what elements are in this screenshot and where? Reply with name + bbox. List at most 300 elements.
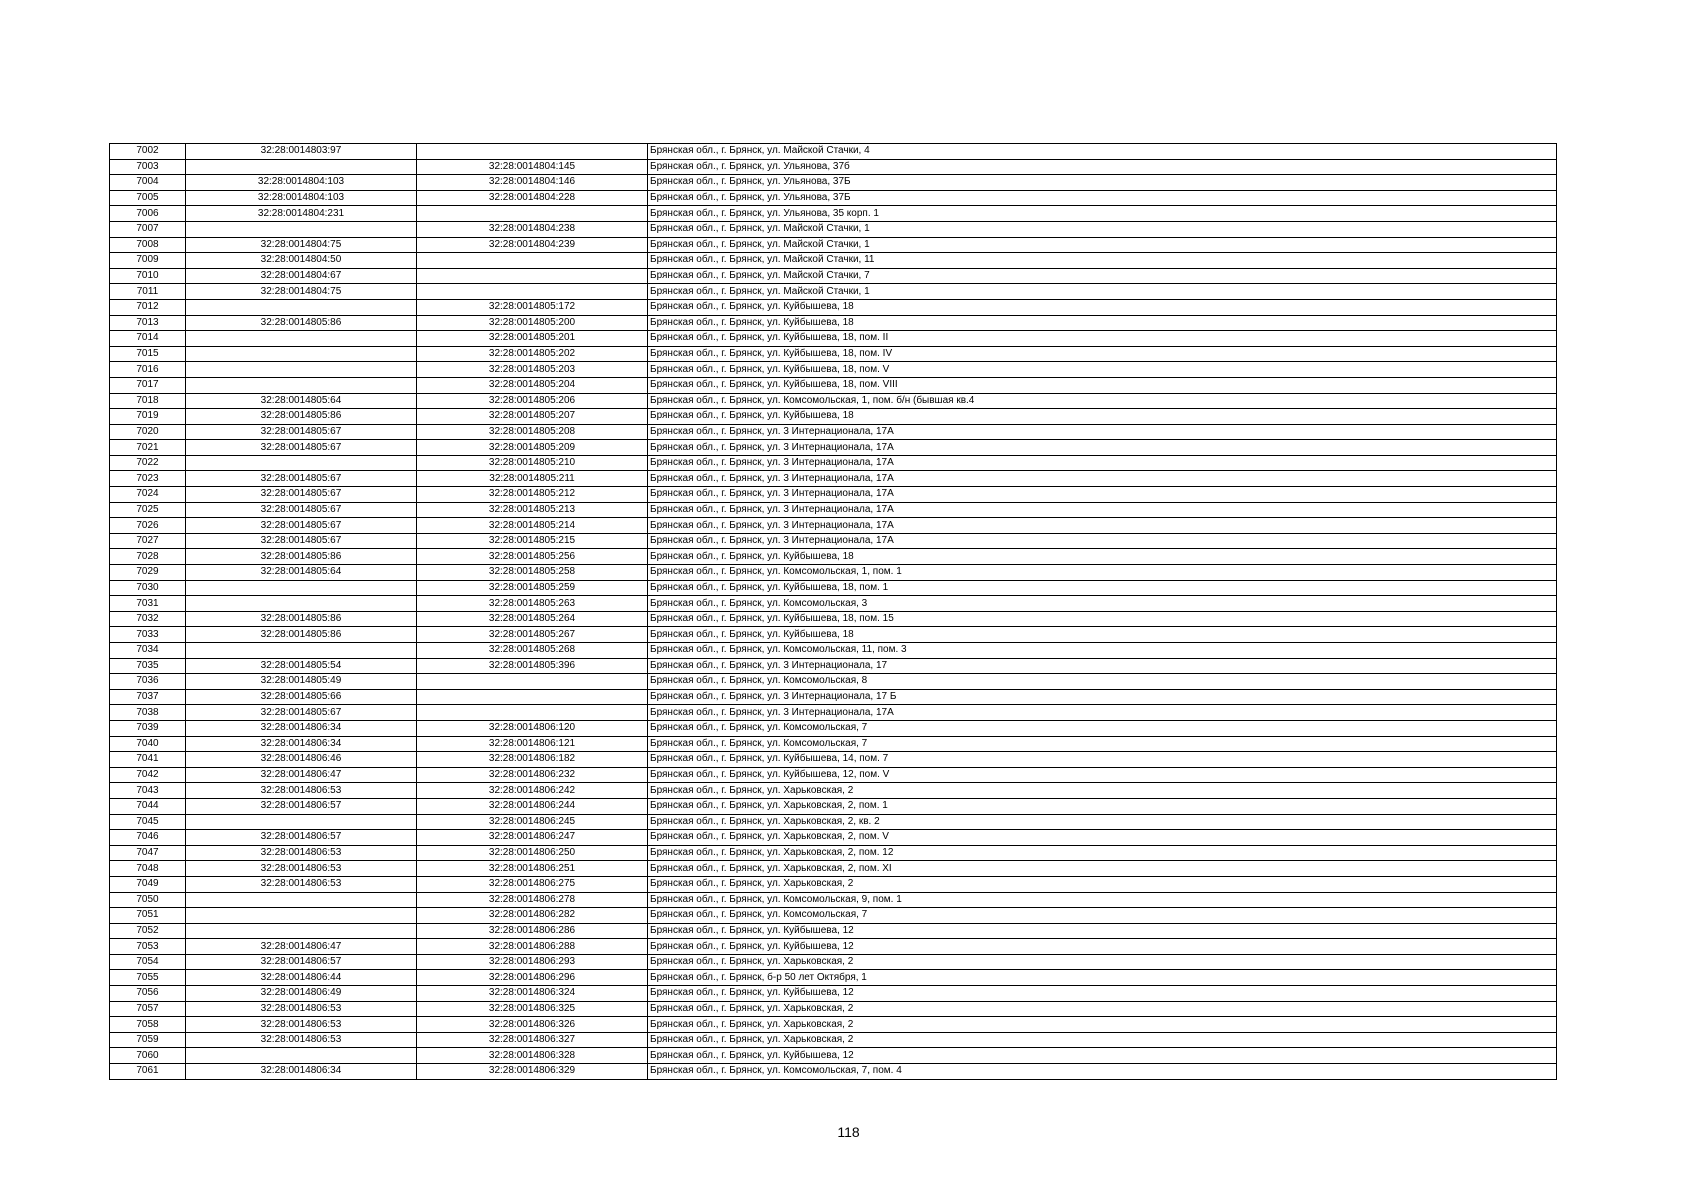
- table-row: [110, 908, 1557, 924]
- address-cell: Брянская обл., г. Брянск, ул. Комсомольская, 7: [648, 736, 1557, 752]
- land-cadastral-number-cell: [186, 1048, 417, 1064]
- register-table-body: [110, 144, 1557, 1080]
- table-row: [110, 596, 1557, 612]
- land-cadastral-number-cell: 32:28:0014805:64: [186, 565, 417, 581]
- table-row: [110, 643, 1557, 659]
- cadastral-register-table: [109, 143, 1557, 1080]
- address-cell: Брянская обл., г. Брянск, ул. Куйбышева, 18, пом. IV: [648, 346, 1557, 362]
- building-cadastral-number-cell: 32:28:0014806:244: [417, 798, 648, 814]
- building-cadastral-number-cell: 32:28:0014806:251: [417, 861, 648, 877]
- row-number-cell: 7047: [110, 845, 186, 861]
- table-row: [110, 362, 1557, 378]
- address-cell: Брянская обл., г. Брянск, ул. Харьковская, 2, пом. XI: [648, 861, 1557, 877]
- address-cell: Брянская обл., г. Брянск, ул. Комсомольская, 7: [648, 720, 1557, 736]
- land-cadastral-number-cell: 32:28:0014804:103: [186, 175, 417, 191]
- table-row: [110, 487, 1557, 503]
- table-row: [110, 970, 1557, 986]
- row-number-cell: 7030: [110, 580, 186, 596]
- row-number-cell: 7055: [110, 970, 186, 986]
- row-number-cell: 7034: [110, 643, 186, 659]
- land-cadastral-number-cell: 32:28:0014806:46: [186, 752, 417, 768]
- row-number-cell: 7031: [110, 596, 186, 612]
- building-cadastral-number-cell: 32:28:0014805:258: [417, 565, 648, 581]
- building-cadastral-number-cell: 32:28:0014805:264: [417, 611, 648, 627]
- table-row: [110, 783, 1557, 799]
- row-number-cell: 7015: [110, 346, 186, 362]
- table-row: [110, 611, 1557, 627]
- table-row: [110, 876, 1557, 892]
- building-cadastral-number-cell: [417, 284, 648, 300]
- row-number-cell: 7054: [110, 954, 186, 970]
- building-cadastral-number-cell: 32:28:0014806:328: [417, 1048, 648, 1064]
- land-cadastral-number-cell: 32:28:0014806:53: [186, 1001, 417, 1017]
- table-row: [110, 206, 1557, 222]
- address-cell: Брянская обл., г. Брянск, ул. Ульянова, 35 корп. 1: [648, 206, 1557, 222]
- row-number-cell: 7017: [110, 377, 186, 393]
- building-cadastral-number-cell: 32:28:0014806:296: [417, 970, 648, 986]
- land-cadastral-number-cell: 32:28:0014804:50: [186, 253, 417, 269]
- address-cell: Брянская обл., г. Брянск, ул. Куйбышева, 14, пом. 7: [648, 752, 1557, 768]
- row-number-cell: 7032: [110, 611, 186, 627]
- address-cell: Брянская обл., г. Брянск, ул. Комсомольская, 1, пом. б/н (бывшая кв.4: [648, 393, 1557, 409]
- building-cadastral-number-cell: 32:28:0014805:207: [417, 409, 648, 425]
- table-row: [110, 861, 1557, 877]
- table-row: [110, 440, 1557, 456]
- land-cadastral-number-cell: 32:28:0014804:75: [186, 284, 417, 300]
- address-cell: Брянская обл., г. Брянск, ул. Куйбышева, 12: [648, 923, 1557, 939]
- row-number-cell: 7025: [110, 502, 186, 518]
- land-cadastral-number-cell: 32:28:0014805:67: [186, 502, 417, 518]
- table-row: [110, 767, 1557, 783]
- row-number-cell: 7045: [110, 814, 186, 830]
- row-number-cell: 7048: [110, 861, 186, 877]
- land-cadastral-number-cell: 32:28:0014804:231: [186, 206, 417, 222]
- row-number-cell: 7028: [110, 549, 186, 565]
- land-cadastral-number-cell: 32:28:0014805:86: [186, 627, 417, 643]
- land-cadastral-number-cell: 32:28:0014805:67: [186, 440, 417, 456]
- building-cadastral-number-cell: 32:28:0014804:228: [417, 190, 648, 206]
- building-cadastral-number-cell: 32:28:0014805:204: [417, 377, 648, 393]
- table-row: [110, 580, 1557, 596]
- land-cadastral-number-cell: [186, 299, 417, 315]
- address-cell: Брянская обл., г. Брянск, ул. 3 Интернационала, 17 Б: [648, 689, 1557, 705]
- building-cadastral-number-cell: 32:28:0014805:202: [417, 346, 648, 362]
- address-cell: Брянская обл., г. Брянск, ул. Куйбышева, 18: [648, 409, 1557, 425]
- row-number-cell: 7044: [110, 798, 186, 814]
- building-cadastral-number-cell: 32:28:0014806:326: [417, 1017, 648, 1033]
- table-row: [110, 845, 1557, 861]
- land-cadastral-number-cell: 32:28:0014805:64: [186, 393, 417, 409]
- row-number-cell: 7019: [110, 409, 186, 425]
- building-cadastral-number-cell: 32:28:0014806:182: [417, 752, 648, 768]
- land-cadastral-number-cell: 32:28:0014805:86: [186, 611, 417, 627]
- building-cadastral-number-cell: 32:28:0014806:282: [417, 908, 648, 924]
- row-number-cell: 7009: [110, 253, 186, 269]
- building-cadastral-number-cell: 32:28:0014806:288: [417, 939, 648, 955]
- land-cadastral-number-cell: 32:28:0014804:103: [186, 190, 417, 206]
- land-cadastral-number-cell: 32:28:0014805:67: [186, 533, 417, 549]
- address-cell: Брянская обл., г. Брянск, ул. Куйбышева, 18, пом. V: [648, 362, 1557, 378]
- land-cadastral-number-cell: 32:28:0014805:49: [186, 674, 417, 690]
- building-cadastral-number-cell: 32:28:0014805:203: [417, 362, 648, 378]
- row-number-cell: 7058: [110, 1017, 186, 1033]
- land-cadastral-number-cell: 32:28:0014806:53: [186, 861, 417, 877]
- address-cell: Брянская обл., г. Брянск, ул. Майской Стачки, 11: [648, 253, 1557, 269]
- building-cadastral-number-cell: 32:28:0014805:172: [417, 299, 648, 315]
- building-cadastral-number-cell: 32:28:0014805:259: [417, 580, 648, 596]
- land-cadastral-number-cell: [186, 596, 417, 612]
- address-cell: Брянская обл., г. Брянск, ул. Харьковская, 2: [648, 876, 1557, 892]
- land-cadastral-number-cell: 32:28:0014806:34: [186, 1064, 417, 1080]
- address-cell: Брянская обл., г. Брянск, ул. Ульянова, 37Б: [648, 190, 1557, 206]
- row-number-cell: 7039: [110, 720, 186, 736]
- building-cadastral-number-cell: 32:28:0014805:212: [417, 487, 648, 503]
- address-cell: Брянская обл., г. Брянск, ул. 3 Интернационала, 17А: [648, 440, 1557, 456]
- land-cadastral-number-cell: [186, 331, 417, 347]
- table-row: [110, 705, 1557, 721]
- table-row: [110, 674, 1557, 690]
- row-number-cell: 7050: [110, 892, 186, 908]
- row-number-cell: 7053: [110, 939, 186, 955]
- building-cadastral-number-cell: 32:28:0014805:213: [417, 502, 648, 518]
- building-cadastral-number-cell: 32:28:0014805:200: [417, 315, 648, 331]
- building-cadastral-number-cell: [417, 206, 648, 222]
- building-cadastral-number-cell: 32:28:0014806:250: [417, 845, 648, 861]
- land-cadastral-number-cell: [186, 923, 417, 939]
- table-row: [110, 736, 1557, 752]
- address-cell: Брянская обл., г. Брянск, ул. 3 Интернационала, 17: [648, 658, 1557, 674]
- land-cadastral-number-cell: [186, 814, 417, 830]
- table-row: [110, 221, 1557, 237]
- land-cadastral-number-cell: 32:28:0014805:67: [186, 424, 417, 440]
- building-cadastral-number-cell: 32:28:0014805:210: [417, 455, 648, 471]
- building-cadastral-number-cell: 32:28:0014804:146: [417, 175, 648, 191]
- building-cadastral-number-cell: 32:28:0014805:263: [417, 596, 648, 612]
- land-cadastral-number-cell: 32:28:0014805:67: [186, 487, 417, 503]
- land-cadastral-number-cell: 32:28:0014805:67: [186, 705, 417, 721]
- address-cell: Брянская обл., г. Брянск, ул. Харьковская, 2, пом. 1: [648, 798, 1557, 814]
- building-cadastral-number-cell: 32:28:0014805:209: [417, 440, 648, 456]
- address-cell: Брянская обл., г. Брянск, б-р 50 лет Октября, 1: [648, 970, 1557, 986]
- row-number-cell: 7043: [110, 783, 186, 799]
- table-row: [110, 954, 1557, 970]
- land-cadastral-number-cell: 32:28:0014806:34: [186, 720, 417, 736]
- building-cadastral-number-cell: 32:28:0014805:215: [417, 533, 648, 549]
- row-number-cell: 7035: [110, 658, 186, 674]
- land-cadastral-number-cell: 32:28:0014806:53: [186, 783, 417, 799]
- row-number-cell: 7026: [110, 518, 186, 534]
- table-row: [110, 549, 1557, 565]
- address-cell: Брянская обл., г. Брянск, ул. Майской Стачки, 7: [648, 268, 1557, 284]
- building-cadastral-number-cell: 32:28:0014805:214: [417, 518, 648, 534]
- row-number-cell: 7021: [110, 440, 186, 456]
- building-cadastral-number-cell: 32:28:0014806:325: [417, 1001, 648, 1017]
- row-number-cell: 7056: [110, 986, 186, 1002]
- table-row: [110, 424, 1557, 440]
- address-cell: Брянская обл., г. Брянск, ул. Харьковская, 2: [648, 1001, 1557, 1017]
- row-number-cell: 7018: [110, 393, 186, 409]
- building-cadastral-number-cell: 32:28:0014805:206: [417, 393, 648, 409]
- building-cadastral-number-cell: 32:28:0014806:275: [417, 876, 648, 892]
- row-number-cell: 7023: [110, 471, 186, 487]
- address-cell: Брянская обл., г. Брянск, ул. Куйбышева, 18: [648, 299, 1557, 315]
- land-cadastral-number-cell: [186, 159, 417, 175]
- row-number-cell: 7027: [110, 533, 186, 549]
- row-number-cell: 7046: [110, 830, 186, 846]
- row-number-cell: 7011: [110, 284, 186, 300]
- land-cadastral-number-cell: [186, 377, 417, 393]
- address-cell: Брянская обл., г. Брянск, ул. Куйбышева, 18, пом. VIII: [648, 377, 1557, 393]
- address-cell: Брянская обл., г. Брянск, ул. Куйбышева, 12: [648, 1048, 1557, 1064]
- address-cell: Брянская обл., г. Брянск, ул. Комсомольская, 7: [648, 908, 1557, 924]
- land-cadastral-number-cell: 32:28:0014805:67: [186, 471, 417, 487]
- building-cadastral-number-cell: 32:28:0014806:329: [417, 1064, 648, 1080]
- address-cell: Брянская обл., г. Брянск, ул. Куйбышева, 18: [648, 549, 1557, 565]
- table-row: [110, 1001, 1557, 1017]
- table-row: [110, 1032, 1557, 1048]
- table-row: [110, 190, 1557, 206]
- address-cell: Брянская обл., г. Брянск, ул. Харьковская, 2, пом. V: [648, 830, 1557, 846]
- address-cell: Брянская обл., г. Брянск, ул. Куйбышева, 12, пом. V: [648, 767, 1557, 783]
- table-row: [110, 284, 1557, 300]
- table-row: [110, 144, 1557, 160]
- building-cadastral-number-cell: [417, 253, 648, 269]
- row-number-cell: 7003: [110, 159, 186, 175]
- row-number-cell: 7004: [110, 175, 186, 191]
- row-number-cell: 7024: [110, 487, 186, 503]
- land-cadastral-number-cell: 32:28:0014806:57: [186, 798, 417, 814]
- land-cadastral-number-cell: 32:28:0014806:44: [186, 970, 417, 986]
- address-cell: Брянская обл., г. Брянск, ул. 3 Интернационала, 17А: [648, 487, 1557, 503]
- building-cadastral-number-cell: 32:28:0014805:208: [417, 424, 648, 440]
- row-number-cell: 7006: [110, 206, 186, 222]
- land-cadastral-number-cell: [186, 580, 417, 596]
- row-number-cell: 7013: [110, 315, 186, 331]
- row-number-cell: 7040: [110, 736, 186, 752]
- address-cell: Брянская обл., г. Брянск, ул. Куйбышева, 18: [648, 315, 1557, 331]
- land-cadastral-number-cell: 32:28:0014806:53: [186, 1017, 417, 1033]
- building-cadastral-number-cell: 32:28:0014806:120: [417, 720, 648, 736]
- building-cadastral-number-cell: 32:28:0014805:267: [417, 627, 648, 643]
- address-cell: Брянская обл., г. Брянск, ул. 3 Интернационала, 17А: [648, 502, 1557, 518]
- row-number-cell: 7014: [110, 331, 186, 347]
- building-cadastral-number-cell: 32:28:0014806:232: [417, 767, 648, 783]
- building-cadastral-number-cell: 32:28:0014804:145: [417, 159, 648, 175]
- page-number: 118: [837, 1124, 860, 1140]
- table-row: [110, 1048, 1557, 1064]
- building-cadastral-number-cell: 32:28:0014806:247: [417, 830, 648, 846]
- building-cadastral-number-cell: [417, 674, 648, 690]
- table-row: [110, 892, 1557, 908]
- address-cell: Брянская обл., г. Брянск, ул. Комсомольская, 3: [648, 596, 1557, 612]
- land-cadastral-number-cell: [186, 346, 417, 362]
- address-cell: Брянская обл., г. Брянск, ул. Майской Стачки, 4: [648, 144, 1557, 160]
- land-cadastral-number-cell: 32:28:0014806:53: [186, 1032, 417, 1048]
- building-cadastral-number-cell: 32:28:0014805:211: [417, 471, 648, 487]
- row-number-cell: 7016: [110, 362, 186, 378]
- table-row: [110, 471, 1557, 487]
- row-number-cell: 7052: [110, 923, 186, 939]
- building-cadastral-number-cell: 32:28:0014806:121: [417, 736, 648, 752]
- address-cell: Брянская обл., г. Брянск, ул. Харьковская, 2, кв. 2: [648, 814, 1557, 830]
- address-cell: Брянская обл., г. Брянск, ул. 3 Интернационала, 17А: [648, 424, 1557, 440]
- table-row: [110, 986, 1557, 1002]
- table-row: [110, 798, 1557, 814]
- address-cell: Брянская обл., г. Брянск, ул. 3 Интернационала, 17А: [648, 518, 1557, 534]
- address-cell: Брянская обл., г. Брянск, ул. Куйбышева, 12: [648, 986, 1557, 1002]
- table-row: [110, 1017, 1557, 1033]
- address-cell: Брянская обл., г. Брянск, ул. Куйбышева, 18: [648, 627, 1557, 643]
- building-cadastral-number-cell: 32:28:0014806:278: [417, 892, 648, 908]
- table-row: [110, 253, 1557, 269]
- building-cadastral-number-cell: [417, 689, 648, 705]
- address-cell: Брянская обл., г. Брянск, ул. Майской Стачки, 1: [648, 237, 1557, 253]
- land-cadastral-number-cell: 32:28:0014805:67: [186, 518, 417, 534]
- table-row: [110, 237, 1557, 253]
- table-row: [110, 315, 1557, 331]
- land-cadastral-number-cell: [186, 643, 417, 659]
- building-cadastral-number-cell: 32:28:0014804:238: [417, 221, 648, 237]
- table-row: [110, 455, 1557, 471]
- row-number-cell: 7057: [110, 1001, 186, 1017]
- land-cadastral-number-cell: 32:28:0014806:57: [186, 830, 417, 846]
- row-number-cell: 7020: [110, 424, 186, 440]
- row-number-cell: 7029: [110, 565, 186, 581]
- table-row: [110, 658, 1557, 674]
- table-row: [110, 409, 1557, 425]
- land-cadastral-number-cell: 32:28:0014804:75: [186, 237, 417, 253]
- building-cadastral-number-cell: 32:28:0014804:239: [417, 237, 648, 253]
- address-cell: Брянская обл., г. Брянск, ул. Комсомольская, 8: [648, 674, 1557, 690]
- table-row: [110, 159, 1557, 175]
- row-number-cell: 7033: [110, 627, 186, 643]
- table-row: [110, 175, 1557, 191]
- table-row: [110, 268, 1557, 284]
- table-row: [110, 752, 1557, 768]
- row-number-cell: 7059: [110, 1032, 186, 1048]
- land-cadastral-number-cell: 32:28:0014805:66: [186, 689, 417, 705]
- row-number-cell: 7060: [110, 1048, 186, 1064]
- address-cell: Брянская обл., г. Брянск, ул. Майской Стачки, 1: [648, 221, 1557, 237]
- table-row: [110, 299, 1557, 315]
- table-row: [110, 830, 1557, 846]
- table-row: [110, 393, 1557, 409]
- table-row: [110, 689, 1557, 705]
- address-cell: Брянская обл., г. Брянск, ул. Куйбышева, 18, пом. 1: [648, 580, 1557, 596]
- table-row: [110, 565, 1557, 581]
- table-row: [110, 923, 1557, 939]
- row-number-cell: 7008: [110, 237, 186, 253]
- address-cell: Брянская обл., г. Брянск, ул. Куйбышева, 12: [648, 939, 1557, 955]
- row-number-cell: 7042: [110, 767, 186, 783]
- table-row: [110, 377, 1557, 393]
- building-cadastral-number-cell: [417, 144, 648, 160]
- address-cell: Брянская обл., г. Брянск, ул. Харьковская, 2: [648, 954, 1557, 970]
- row-number-cell: 7049: [110, 876, 186, 892]
- land-cadastral-number-cell: 32:28:0014806:53: [186, 845, 417, 861]
- land-cadastral-number-cell: 32:28:0014805:86: [186, 549, 417, 565]
- address-cell: Брянская обл., г. Брянск, ул. Куйбышева, 18, пом. 15: [648, 611, 1557, 627]
- building-cadastral-number-cell: 32:28:0014806:324: [417, 986, 648, 1002]
- address-cell: Брянская обл., г. Брянск, ул. Харьковская, 2: [648, 1032, 1557, 1048]
- land-cadastral-number-cell: 32:28:0014804:67: [186, 268, 417, 284]
- building-cadastral-number-cell: 32:28:0014806:286: [417, 923, 648, 939]
- land-cadastral-number-cell: [186, 908, 417, 924]
- land-cadastral-number-cell: [186, 221, 417, 237]
- building-cadastral-number-cell: [417, 268, 648, 284]
- land-cadastral-number-cell: 32:28:0014803:97: [186, 144, 417, 160]
- table-row: [110, 533, 1557, 549]
- land-cadastral-number-cell: [186, 892, 417, 908]
- table-row: [110, 502, 1557, 518]
- row-number-cell: 7041: [110, 752, 186, 768]
- land-cadastral-number-cell: 32:28:0014806:53: [186, 876, 417, 892]
- building-cadastral-number-cell: [417, 705, 648, 721]
- row-number-cell: 7037: [110, 689, 186, 705]
- table-row: [110, 331, 1557, 347]
- table-row: [110, 518, 1557, 534]
- land-cadastral-number-cell: 32:28:0014805:86: [186, 315, 417, 331]
- building-cadastral-number-cell: 32:28:0014805:256: [417, 549, 648, 565]
- row-number-cell: 7002: [110, 144, 186, 160]
- table-row: [110, 346, 1557, 362]
- row-number-cell: 7036: [110, 674, 186, 690]
- address-cell: Брянская обл., г. Брянск, ул. 3 Интернационала, 17А: [648, 471, 1557, 487]
- land-cadastral-number-cell: 32:28:0014805:86: [186, 409, 417, 425]
- land-cadastral-number-cell: [186, 362, 417, 378]
- address-cell: Брянская обл., г. Брянск, ул. Ульянова, 37Б: [648, 175, 1557, 191]
- address-cell: Брянская обл., г. Брянск, ул. Харьковская, 2: [648, 1017, 1557, 1033]
- building-cadastral-number-cell: 32:28:0014806:293: [417, 954, 648, 970]
- row-number-cell: 7005: [110, 190, 186, 206]
- land-cadastral-number-cell: 32:28:0014805:54: [186, 658, 417, 674]
- address-cell: Брянская обл., г. Брянск, ул. 3 Интернационала, 17А: [648, 533, 1557, 549]
- address-cell: Брянская обл., г. Брянск, ул. Харьковская, 2: [648, 783, 1557, 799]
- address-cell: Брянская обл., г. Брянск, ул. Ульянова, 37б: [648, 159, 1557, 175]
- address-cell: Брянская обл., г. Брянск, ул. 3 Интернационала, 17А: [648, 705, 1557, 721]
- land-cadastral-number-cell: 32:28:0014806:34: [186, 736, 417, 752]
- address-cell: Брянская обл., г. Брянск, ул. Майской Стачки, 1: [648, 284, 1557, 300]
- address-cell: Брянская обл., г. Брянск, ул. 3 Интернационала, 17А: [648, 455, 1557, 471]
- row-number-cell: 7022: [110, 455, 186, 471]
- land-cadastral-number-cell: [186, 455, 417, 471]
- table-row: [110, 939, 1557, 955]
- row-number-cell: 7061: [110, 1064, 186, 1080]
- building-cadastral-number-cell: 32:28:0014806:245: [417, 814, 648, 830]
- table-row: [110, 1064, 1557, 1080]
- row-number-cell: 7007: [110, 221, 186, 237]
- building-cadastral-number-cell: 32:28:0014806:242: [417, 783, 648, 799]
- address-cell: Брянская обл., г. Брянск, ул. Комсомольская, 11, пом. 3: [648, 643, 1557, 659]
- building-cadastral-number-cell: 32:28:0014805:201: [417, 331, 648, 347]
- row-number-cell: 7051: [110, 908, 186, 924]
- row-number-cell: 7010: [110, 268, 186, 284]
- table-row: [110, 814, 1557, 830]
- row-number-cell: 7038: [110, 705, 186, 721]
- building-cadastral-number-cell: 32:28:0014805:396: [417, 658, 648, 674]
- land-cadastral-number-cell: 32:28:0014806:57: [186, 954, 417, 970]
- land-cadastral-number-cell: 32:28:0014806:47: [186, 939, 417, 955]
- table-row: [110, 627, 1557, 643]
- address-cell: Брянская обл., г. Брянск, ул. Куйбышева, 18, пом. II: [648, 331, 1557, 347]
- table-row: [110, 720, 1557, 736]
- address-cell: Брянская обл., г. Брянск, ул. Харьковская, 2, пом. 12: [648, 845, 1557, 861]
- building-cadastral-number-cell: 32:28:0014806:327: [417, 1032, 648, 1048]
- address-cell: Брянская обл., г. Брянск, ул. Комсомольская, 7, пом. 4: [648, 1064, 1557, 1080]
- row-number-cell: 7012: [110, 299, 186, 315]
- address-cell: Брянская обл., г. Брянск, ул. Комсомольская, 1, пом. 1: [648, 565, 1557, 581]
- building-cadastral-number-cell: 32:28:0014805:268: [417, 643, 648, 659]
